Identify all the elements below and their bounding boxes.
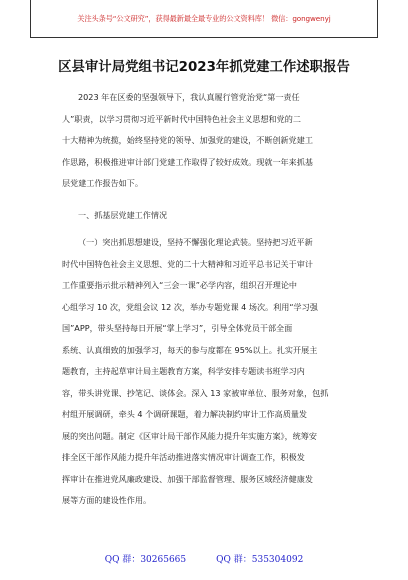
text-line: 展的突出问题。制定《区审计局干部作风能力提升年实施方案》，统筹安 [62,430,317,441]
body-paragraph [62,232,362,512]
text-line: 人”职责，以学习贯彻习近平新时代中国特色社会主义思想和党的二 [62,113,301,124]
text-line: 容，带头讲党课、抄笔记、谈体会。深入 13 家被审单位、服务对象，包抓 [62,387,329,398]
text-line: 2023 年在区委的坚强领导下，我认真履行管党治党“第一责任 [78,92,300,102]
text-line: 十大精神为统揽，始终坚持党的领导、加强党的建设，不断创新党建工 [62,135,313,145]
text-line: 层党建工作报告如下。 [62,178,143,188]
text-line: 展等方面的建设性作用。 [62,495,152,505]
banner-text: 关注头条号“公文研究”，获得最新最全最专业的公文资料库！ 微信：gongwenyj [77,13,331,23]
text-line: 题教育，主持起草审计局主题教育方案，科学安排专题读书班学习内 [62,366,305,376]
text-line: 心组学习 10 次，党组会议 12 次，举办专题党课 4 场次。利用“学习强 [62,301,318,312]
qq-group-1: QQ 群：30265665 [104,555,187,565]
section-heading [62,205,362,227]
text-line: 挥审计在推进党风廉政建设、加强干部监督管理、服务区域经济健康发 [62,473,313,484]
header-banner [30,0,378,38]
document-body [62,87,362,512]
text-line: 工作重要指示批示精神列入“三会一课”必学内容，组织召开理论中 [62,280,298,290]
text-line: 系统、认真细致的加强学习，每天的参与度都在 95%以上。扎实开展主 [62,344,318,355]
footer [0,552,408,565]
text-line: 时代中国特色社会主义思想、党的二十大精神和习近平总书记关于审计 [62,258,313,269]
text-line: （一）突出抓思想建设，坚持不懈强化理论武装。坚持把习近平新 [78,237,313,247]
text-line: 村组开展调研，牵头 4 个调研课题，着力解决制约审计工作高质量发 [62,409,308,419]
intro-paragraph [62,87,362,195]
text-line: 排全区干部作风能力提升年活动推进落实情况审计调查工作，积极发 [62,452,305,462]
section-heading-text: 一、抓基层党建工作情况 [78,209,168,220]
text-line: 作思路，积极推进审计部门党建工作取得了较好成效。现就一年来抓基 [62,156,313,167]
qq-group-2: QQ 群：535304092 [216,555,304,565]
text-line: 国”APP，带头坚持每日开展“掌上学习”，引导全体党员干部全面 [62,323,293,333]
document-title: 区县审计局党组书记2023年抓党建工作述职报告 [58,60,350,75]
